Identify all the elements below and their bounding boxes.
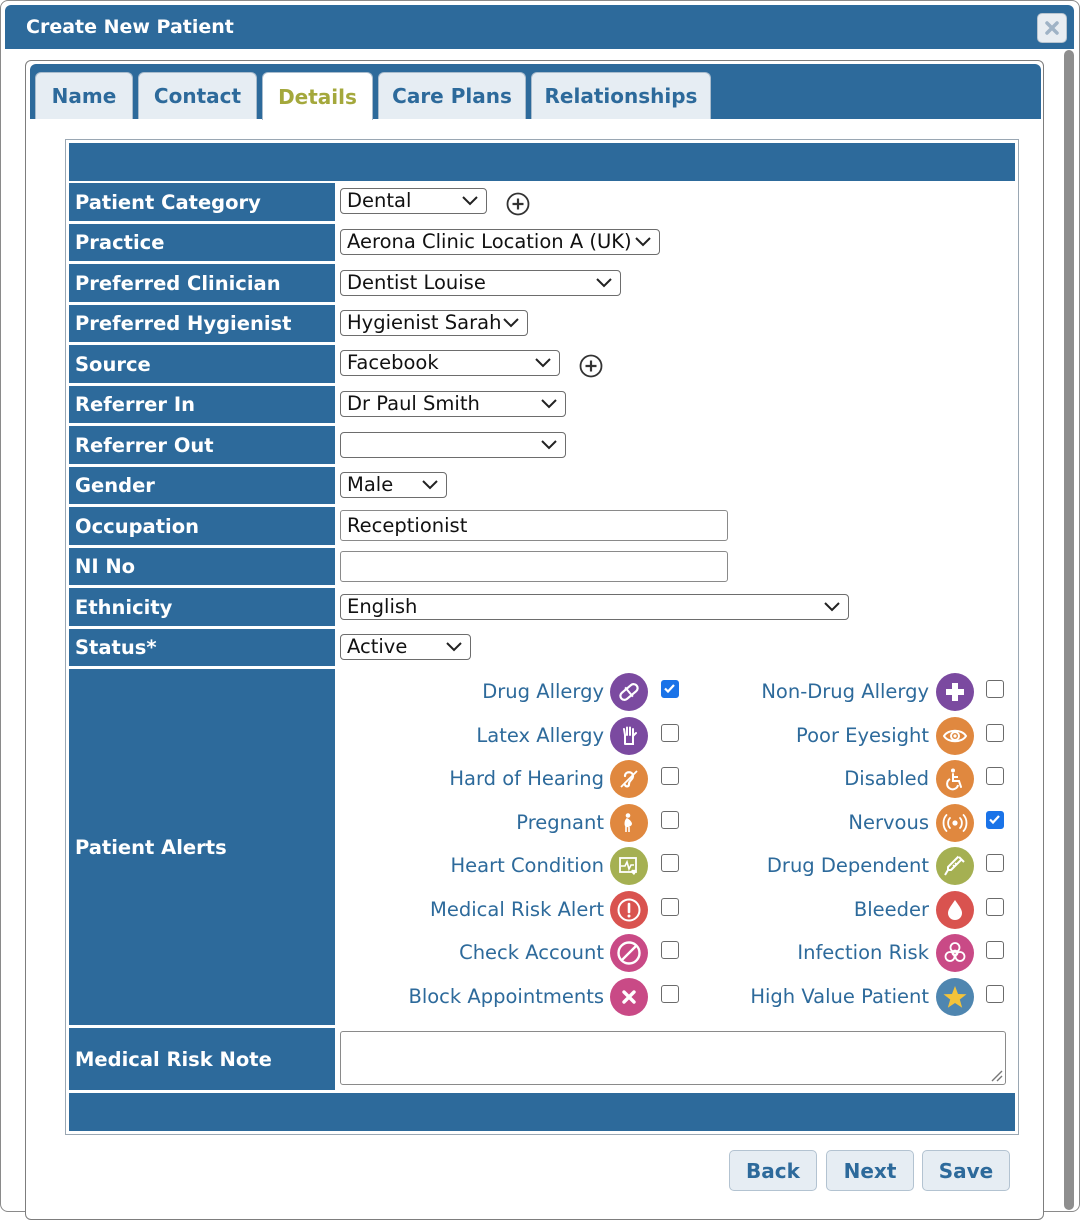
dialog-titlebar	[5, 5, 1074, 49]
add-category-icon[interactable]	[506, 192, 530, 216]
referrer-in-select[interactable]	[340, 391, 566, 417]
x-icon	[610, 978, 648, 1016]
occupation-input[interactable]: Receptionist	[340, 510, 728, 541]
alert-bleeder-label: Bleeder	[853, 898, 929, 921]
alert-infection-risk-label: Infection Risk	[797, 941, 929, 964]
alert-non-drug-allergy-checkbox[interactable]	[986, 680, 1004, 698]
back-button[interactable]	[729, 1150, 817, 1191]
save-button-label: Save	[938, 1158, 994, 1183]
alert-medical-risk-alert-label: Medical Risk Alert	[430, 898, 604, 921]
chevron-down-icon	[635, 237, 651, 247]
ear-icon	[610, 760, 648, 798]
alert-drug-dependent-label: Drug Dependent	[766, 854, 929, 877]
medical-risk-note-label: Medical Risk Note	[69, 1028, 335, 1090]
status-select[interactable]	[340, 634, 471, 660]
alert-drug-allergy-label: Drug Allergy	[482, 680, 604, 703]
tab-label: Relationships	[544, 84, 698, 108]
select-value: Dental	[347, 189, 412, 212]
tab-name[interactable]	[35, 72, 133, 119]
alert-pregnant-checkbox[interactable]	[661, 811, 679, 829]
occupation-label: Occupation	[69, 507, 335, 545]
checkmark-icon	[987, 812, 1002, 827]
biohazard-icon	[936, 934, 974, 972]
alert-non-drug-allergy-label: Non-Drug Allergy	[761, 680, 929, 703]
scrollbar-thumb[interactable]	[1064, 50, 1074, 1210]
alert-nervous-label: Nervous	[848, 811, 929, 834]
select-value: Active	[347, 635, 408, 658]
gender-select[interactable]	[340, 472, 447, 498]
select-value: Dentist Louise	[347, 271, 486, 294]
tab-care-plans[interactable]	[378, 72, 526, 119]
referrer-out-label: Referrer Out	[69, 426, 335, 464]
next-button[interactable]	[826, 1150, 914, 1191]
save-button[interactable]	[922, 1150, 1010, 1191]
gender-label: Gender	[69, 467, 335, 504]
alert-hard-of-hearing-checkbox[interactable]	[661, 767, 679, 785]
tab-relationships[interactable]	[531, 72, 711, 119]
preferred-hygienist-label: Preferred Hygienist	[69, 305, 335, 342]
patient-category-label: Patient Category	[69, 183, 335, 221]
checkmark-icon	[662, 681, 677, 696]
select-value: Aerona Clinic Location A (UK)	[347, 230, 632, 253]
patient-category-select[interactable]	[340, 188, 487, 214]
alert-drug-allergy-checkbox[interactable]	[661, 680, 679, 698]
alert-infection-risk-checkbox[interactable]	[986, 941, 1004, 959]
alert-check-account-label: Check Account	[459, 941, 604, 964]
alert-drug-dependent-checkbox[interactable]	[986, 854, 1004, 872]
referrer-out-select[interactable]	[340, 432, 566, 458]
practice-label: Practice	[69, 224, 335, 261]
pregnant-icon	[610, 804, 648, 842]
glove-icon	[610, 717, 648, 755]
alert-medical-risk-alert-checkbox[interactable]	[661, 898, 679, 916]
alert-pregnant-label: Pregnant	[516, 811, 604, 834]
preferred-hygienist-select[interactable]	[340, 310, 528, 336]
cross-icon	[936, 673, 974, 711]
alert-hard-of-hearing-label: Hard of Hearing	[449, 767, 604, 790]
eye-icon	[936, 717, 974, 755]
chevron-down-icon	[541, 399, 557, 409]
tab-label: Name	[51, 84, 117, 108]
medical-risk-note-textarea[interactable]	[340, 1031, 1006, 1085]
source-label: Source	[69, 345, 335, 383]
close-button[interactable]	[1037, 13, 1067, 43]
select-value: Male	[347, 473, 394, 496]
broadcast-icon	[936, 804, 974, 842]
tab-label: Contact	[153, 84, 242, 108]
practice-select[interactable]	[340, 229, 660, 255]
tab-label: Details	[278, 84, 357, 109]
alert-latex-allergy-label: Latex Allergy	[476, 724, 604, 747]
next-button-label: Next	[843, 1158, 897, 1183]
preferred-clinician-label: Preferred Clinician	[69, 264, 335, 302]
chevron-down-icon	[824, 602, 840, 612]
select-value: Dr Paul Smith	[347, 392, 480, 415]
form-header-bar	[69, 143, 1015, 181]
alert-poor-eyesight-label: Poor Eyesight	[796, 724, 929, 747]
add-source-icon[interactable]	[579, 354, 603, 378]
alert-disabled-checkbox[interactable]	[986, 767, 1004, 785]
chevron-down-icon	[535, 358, 551, 368]
prohibited-icon	[610, 934, 648, 972]
back-button-label: Back	[746, 1158, 800, 1183]
select-value: English	[347, 595, 418, 618]
resize-grip-icon[interactable]	[989, 1068, 1003, 1082]
blood-drop-icon	[936, 891, 974, 929]
alert-high-value-patient-checkbox[interactable]	[986, 985, 1004, 1003]
alert-high-value-patient-label: High Value Patient	[750, 985, 929, 1008]
ni-no-label: NI No	[69, 548, 335, 585]
exclamation-icon	[610, 891, 648, 929]
select-value: Facebook	[347, 351, 439, 374]
tab-contact[interactable]	[138, 72, 257, 119]
heart-monitor-icon	[610, 847, 648, 885]
tab-label: Care Plans	[392, 84, 512, 108]
alert-poor-eyesight-checkbox[interactable]	[986, 724, 1004, 742]
close-icon	[1044, 20, 1060, 36]
dialog-title: Create New Patient	[26, 16, 234, 38]
alert-heart-condition-checkbox[interactable]	[661, 854, 679, 872]
alert-block-appointments-checkbox[interactable]	[661, 985, 679, 1003]
select-value: Hygienist Sarah	[347, 311, 502, 334]
ethnicity-select[interactable]	[340, 594, 849, 620]
wheelchair-icon	[936, 760, 974, 798]
chevron-down-icon	[541, 440, 557, 450]
alert-nervous-checkbox[interactable]	[986, 811, 1004, 829]
preferred-clinician-select[interactable]	[340, 270, 621, 296]
chevron-down-icon	[446, 642, 462, 652]
referrer-in-label: Referrer In	[69, 386, 335, 423]
chevron-down-icon	[503, 318, 519, 328]
syringe-icon	[936, 847, 974, 885]
alert-bleeder-checkbox[interactable]	[986, 898, 1004, 916]
alert-check-account-checkbox[interactable]	[661, 941, 679, 959]
source-select[interactable]	[340, 350, 560, 376]
pill-icon	[610, 673, 648, 711]
patient-alerts-label: Patient Alerts	[69, 669, 335, 1025]
ethnicity-label: Ethnicity	[69, 588, 335, 626]
tab-details[interactable]	[262, 72, 373, 120]
form-footer-bar	[69, 1093, 1015, 1131]
chevron-down-icon	[422, 480, 438, 490]
alert-block-appointments-label: Block Appointments	[408, 985, 604, 1008]
alert-disabled-label: Disabled	[844, 767, 929, 790]
ni-no-input[interactable]	[340, 551, 728, 582]
alert-heart-condition-label: Heart Condition	[450, 854, 604, 877]
vertical-scrollbar[interactable]	[1063, 50, 1075, 1212]
chevron-down-icon	[462, 196, 478, 206]
chevron-down-icon	[596, 278, 612, 288]
alert-latex-allergy-checkbox[interactable]	[661, 724, 679, 742]
star-icon	[936, 978, 974, 1016]
status-label: Status*	[69, 629, 335, 666]
